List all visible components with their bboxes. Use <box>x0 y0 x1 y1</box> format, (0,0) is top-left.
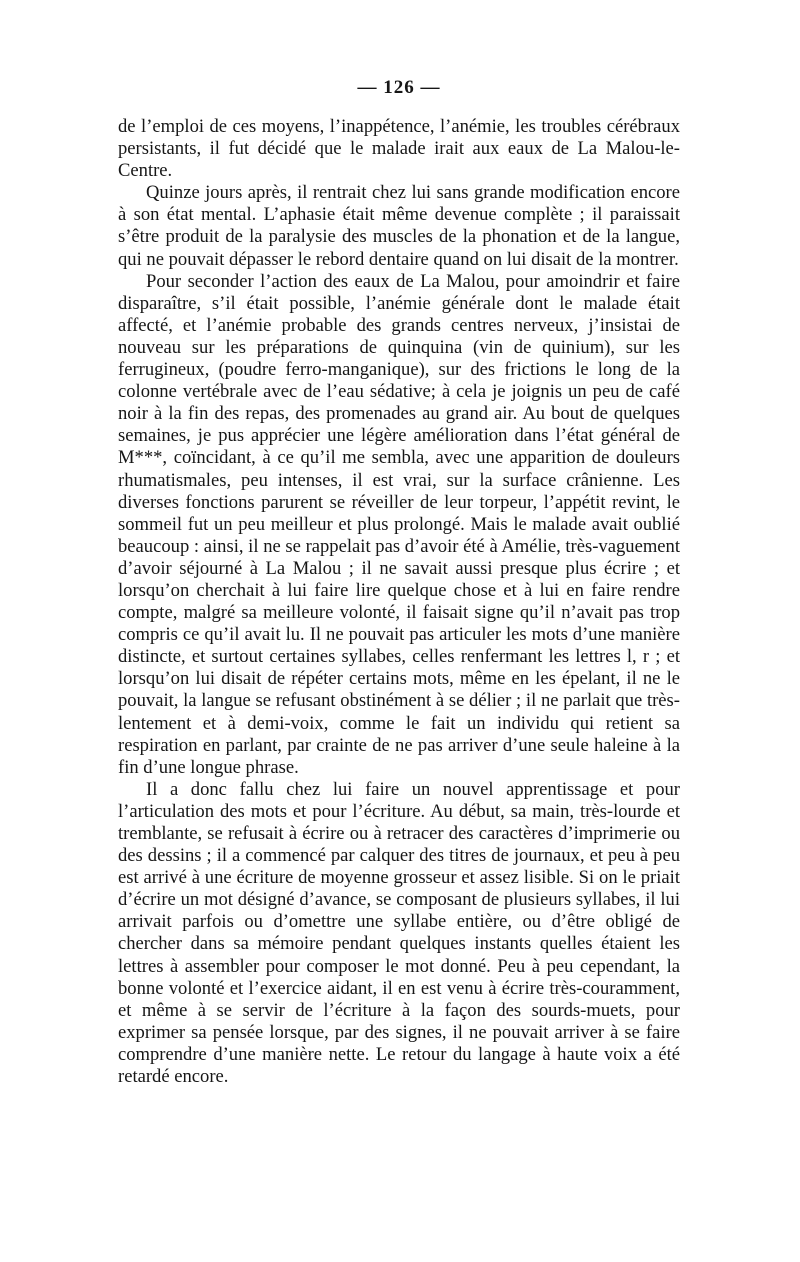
page-number: — 126 — <box>357 77 441 98</box>
paragraph-2: Quinze jours après, il rentrait chez lui sans grande modification encore à son état mental. L’aphasie était même devenue complète ; il paraissait s’être produit de la paralysie des muscles de la phonation et de la langue, qui ne pouvait dépasser le rebord dentaire quand on lui disait de la montrer. <box>118 182 680 270</box>
book-page <box>118 78 680 1088</box>
paragraph-1: de l’emploi de ces moyens, l’inappétence, l’anémie, les troubles cérébraux persistants, il fut décidé que le malade irait aux eaux de La Malou-le-Centre. <box>118 116 680 182</box>
paragraph-3: Pour seconder l’action des eaux de La Malou, pour amoindrir et faire disparaître, s’il était possible, l’anémie générale dont le malade était affecté, et l’anémie probable des grands centres nerveux, j’insistai de nouveau sur les préparations de quinquina (vin de quinium), sur les ferrugineux, (poudre ferro-manganique), sur des frictions le long de la colonne vertébrale avec de l’eau sédative; à cela je joignis un peu de café noir à la fin des repas, des promenades au grand air. Au bout de quelques semaines, je pus apprécier une légère amélioration dans l’état général de M***, coïncidant, à ce qu’il me sembla, avec une apparition de douleurs rhumatismales, peu intenses, il est vrai, sur la surface crânienne. Les diverses fonctions parurent se réveiller de leur torpeur, l’appétit revint, le sommeil fut un peu meilleur et plus prolongé. Mais le malade avait oublié beaucoup : ainsi, il ne se rappelait pas d’avoir été à Amélie, très-vaguement d’avoir séjourné à La Malou ; il ne savait aussi presque plus écrire ; et lorsqu’on cherchait à lui faire lire quelque chose et à lui en faire rendre compte, malgré sa meilleure volonté, il faisait signe qu’il n’avait pas trop compris ce qu’il avait lu. Il ne pouvait pas articuler les mots d’une manière distincte, et surtout certaines syllabes, celles renfermant les lettres l, r ; et lorsqu’on lui disait de répéter certains mots, même en les épelant, il ne le pouvait, la langue se refusant obstinément à se délier ; il ne parlait que très-lentement et à demi-voix, comme le fait un individu qui retient sa respiration en parlant, par crainte de ne pas arriver d’une seule haleine à la fin d’une longue phrase. <box>118 270 680 778</box>
body-text <box>118 116 680 1088</box>
paragraph-4: Il a donc fallu chez lui faire un nouvel apprentissage et pour l’articulation des mots et pour l’écriture. Au début, sa main, très-lourde et tremblante, se refusait à écrire ou à retracer des caractères d’imprimerie ou des dessins ; il a commencé par calquer des titres de journaux, et peu à peu est arrivé à une écriture de moyenne grosseur et assez lisible. Si on le priait d’écrire un mot désigné d’avance, se composant de plusieurs syllabes, il lui arrivait parfois ou d’omettre une syllabe entière, ou d’être obligé de chercher dans sa mémoire pendant quelques instants quelles étaient les lettres à assembler pour composer le mot donné. Peu à peu cependant, la bonne volonté et l’exercice aidant, il en est venu à écrire très-couramment, et même à se servir de l’écriture à la façon des sourds-muets, pour exprimer sa pensée lorsque, par des signes, il ne pouvait arriver à se faire comprendre d’une manière nette. Le retour du langage à haute voix a été retardé encore. <box>118 778 680 1088</box>
